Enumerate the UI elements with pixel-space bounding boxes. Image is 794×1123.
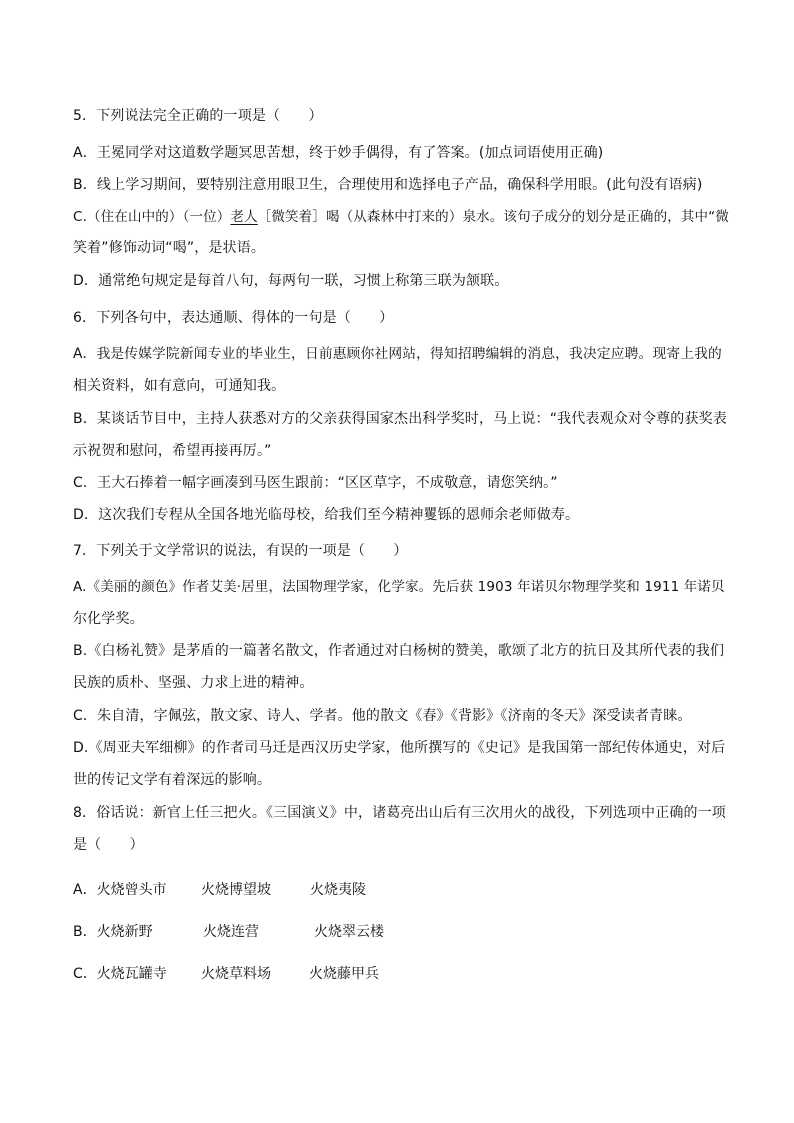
q7-option-b-line1: B.《白杨礼赞》是茅盾的一篇著名散文，作者通过对白杨树的赞美，歌颂了北方的抗日及其所代表的我们	[73, 643, 725, 659]
q8-option-b-item2: 火烧连营	[203, 924, 259, 940]
q6-option-c: C．王大石捧着一幅字画凑到马医生跟前：“区区草字，不成敬意，请您笑纳。”	[73, 475, 558, 491]
q8-stem-line1: 8．俗话说：新官上任三把火。《三国演义》中，诸葛亮出山后有三次用火的战役，下列选项中正确的一项	[73, 805, 726, 821]
q8-option-a-item3: 火烧夷陵	[310, 882, 366, 898]
q5-stem: 5．下列说法完全正确的一项是（ ）	[73, 108, 323, 124]
q7-option-a-line2: 尔化学奖。	[73, 611, 144, 627]
q6-option-b-line1: B．某谈话节目中，主持人获悉对方的父亲获得国家杰出科学奖时，马上说：“我代表观众对令尊的获奖表	[73, 411, 727, 427]
q5-option-a: A．王冕同学对这道数学题冥思苦想，终于妙手偶得，有了答案。(加点词语使用正确)	[73, 145, 604, 161]
q7-option-b-line2: 民族的质朴、坚强、力求上进的精神。	[73, 675, 314, 691]
q6-option-b-line2: 示祝贺和慰问，希望再接再厉。”	[73, 443, 272, 459]
q7-option-d-line1: D.《周亚夫军细柳》的作者司马迁是西汉历史学家，他所撰写的《史记》是我国第一部纪传体通史，对后	[73, 740, 726, 756]
q5-option-c-line2: 笑着”修饰动词“喝”，是状语。	[73, 240, 266, 256]
q8-option-a-item2: 火烧博望坡	[201, 882, 271, 898]
q7-option-a-line1: A.《美丽的颜色》作者艾美·居里，法国物理学家，化学家。先后获 1903 年诺贝尔物理学奖和 1911 年诺贝	[73, 579, 725, 595]
q7-option-d-line2: 世的传记文学有着深远的影响。	[73, 772, 272, 788]
q5-c-prefix: C.（住在山中的）（一位）	[73, 209, 231, 225]
q8-option-a-item1: A．火烧曾头市	[73, 882, 167, 898]
q5-option-c-line1	[73, 207, 733, 227]
q8-option-b-item1: B．火烧新野	[73, 924, 153, 940]
q8-stem-line2: 是（ ）	[73, 837, 144, 853]
q8-option-b-item3: 火烧翠云楼	[314, 924, 384, 940]
q5-option-d: D．通常绝句规定是每首八句，每两句一联，习惯上称第三联为颔联。	[73, 273, 509, 289]
q6-option-a-line1: A．我是传媒学院新闻专业的毕业生，日前惠顾你社网站，得知招聘编辑的消息，我决定应聘。现寄上我的	[73, 346, 722, 362]
q5-option-b: B．线上学习期间，要特别注意用眼卫生，合理使用和选择电子产品，确保科学用眼。(此句没有语病)	[73, 177, 703, 193]
q6-stem: 6．下列各句中，表达通顺、得体的一句是（ ）	[73, 310, 394, 326]
q7-option-c: C．朱自清，字佩弦，散文家、诗人、学者。他的散文《春》《背影》《济南的冬天》深受读者青睐。	[73, 708, 692, 724]
q5-c-suffix: ［微笑着］喝（从森林中打来的）泉水。该句子成分的划分是正确的，其中“微	[257, 209, 729, 225]
q8-option-c-item2: 火烧草料场	[201, 966, 271, 982]
q5-c-underlined-subject: 老人	[230, 209, 258, 225]
q6-option-a-line2: 相关资料，如有意向，可通知我。	[73, 378, 286, 394]
q7-stem: 7．下列关于文学常识的说法，有误的一项是（ ）	[73, 543, 408, 559]
q6-option-d: D．这次我们专程从全国各地光临母校，给我们至今精神矍铄的恩师余老师做寿。	[73, 507, 580, 523]
q8-option-c-item3: 火烧藤甲兵	[309, 966, 379, 982]
q8-option-c-item1: C．火烧瓦罐寺	[73, 966, 167, 982]
